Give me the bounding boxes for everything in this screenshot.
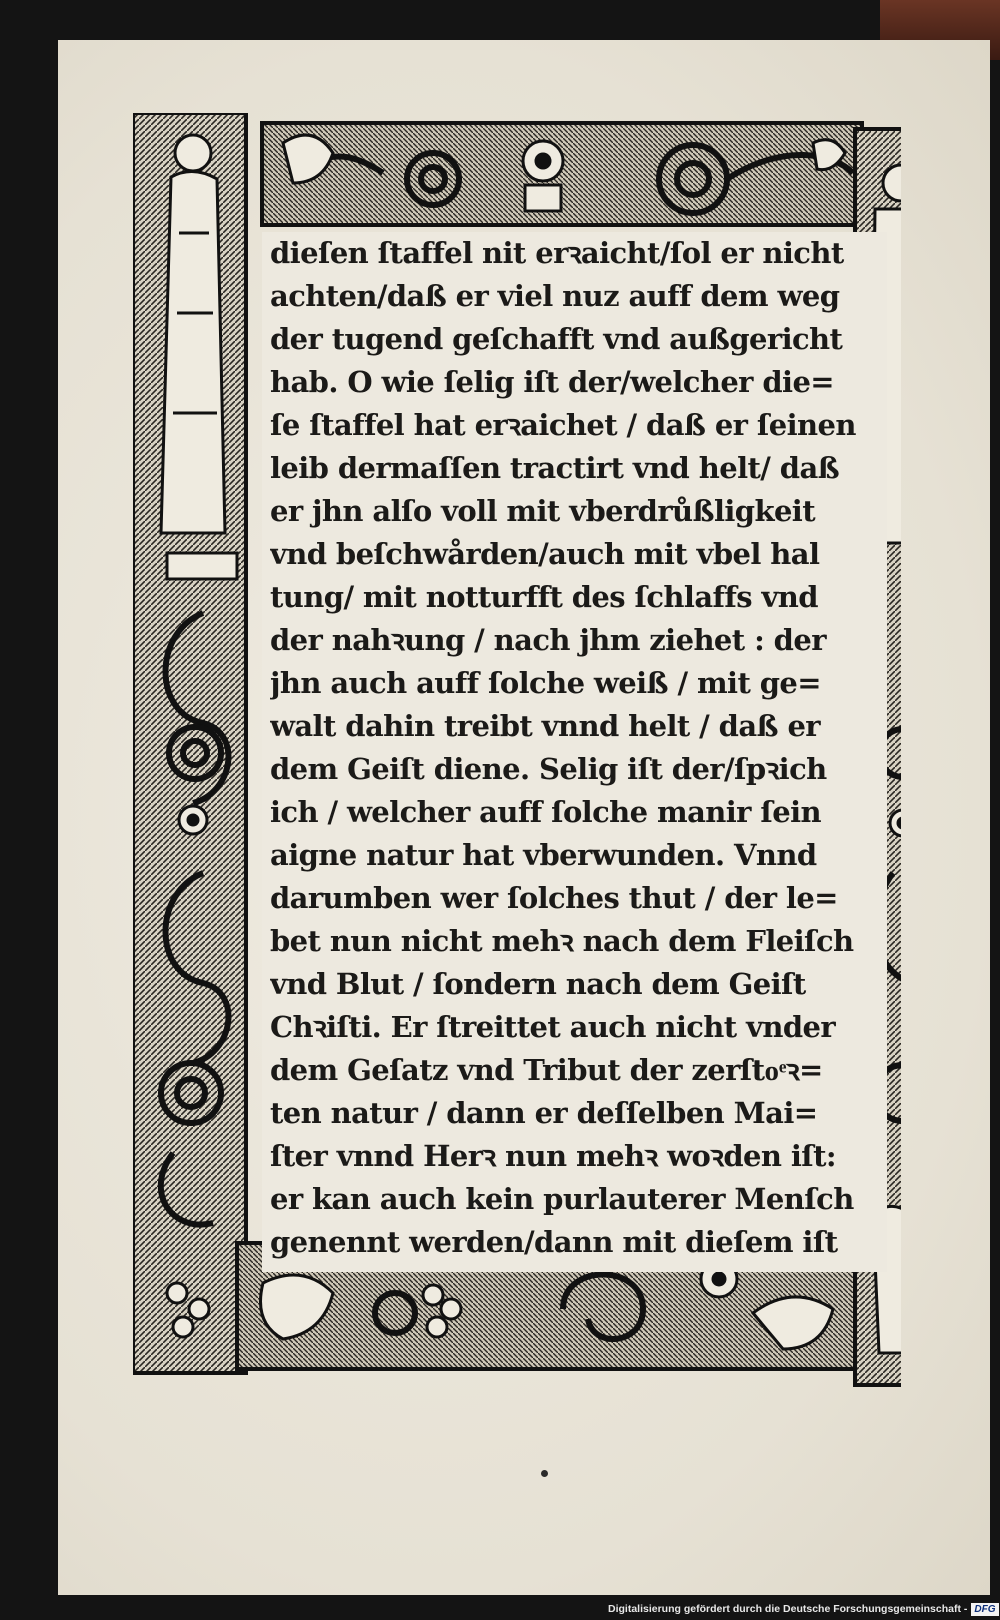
text-line: vnd Blut / ſondern nach dem Geiſt xyxy=(270,967,806,1001)
text-line: er kan auch kein purlauterer Menſch xyxy=(270,1182,854,1216)
ink-dot xyxy=(541,1470,548,1477)
text-line: ten natur / dann er deſſelben Mai= xyxy=(270,1096,818,1130)
text-line: dem Geiſt diene. Selig iſt der/ſpꝛich xyxy=(270,752,827,786)
text-line: Chꝛiſti. Er ſtreittet auch nicht vnder xyxy=(270,1010,836,1044)
text-line: ich / welcher auff ſolche manir ſein xyxy=(270,795,821,829)
text-line: dem Geſatz vnd Tribut der zerſtoͤꝛ= xyxy=(270,1053,823,1087)
text-line: ſe ſtaffel hat erꝛaichet / daß er ſeinen xyxy=(270,408,856,442)
text-block xyxy=(262,232,887,1272)
text-line: der tugend geſchafft vnd außgericht xyxy=(270,322,843,356)
text-line: bet nun nicht mehꝛ nach dem Fleiſch xyxy=(270,924,854,958)
text-line: ſter vnnd Herꝛ nun mehꝛ woꝛden iſt: xyxy=(270,1139,837,1173)
digitization-footer xyxy=(608,1601,999,1617)
text-line: hab. O wie ſelig iſt der/welcher die= xyxy=(270,365,834,399)
text-line: genennt werden/dann mit dieſem iſt xyxy=(270,1225,838,1259)
text-line: der nahꝛung / nach jhm ziehet : der xyxy=(270,623,826,657)
text-line: tung/ mit notturfft des ſchlaffs vnd xyxy=(270,580,818,614)
text-line: walt dahin treibt vnnd helt / daß er xyxy=(270,709,820,743)
text-line: jhn auch auff ſolche weiß / mit ge= xyxy=(270,666,821,700)
text-line: aigne natur hat vberwunden. Vnnd xyxy=(270,838,817,872)
footer-credit-text: Digitalisierung gefördert durch die Deutsche Forschungsgemeinschaft - xyxy=(608,1603,968,1615)
text-line: vnd beſchwården/auch mit vbel hal xyxy=(270,537,820,571)
text-line: achten/daß er viel nuz auff dem weg xyxy=(270,279,840,313)
dfg-logo: DFG xyxy=(971,1603,998,1616)
text-line: er jhn alſo voll mit vberdrůßligkeit xyxy=(270,494,816,528)
text-line: darumben wer ſolches thut / der le= xyxy=(270,881,838,915)
text-line: dieſen ſtaffel nit erꝛaicht/ſol er nicht xyxy=(270,236,844,270)
text-line: leib dermaſſen tractirt vnd helt/ daß xyxy=(270,451,840,485)
